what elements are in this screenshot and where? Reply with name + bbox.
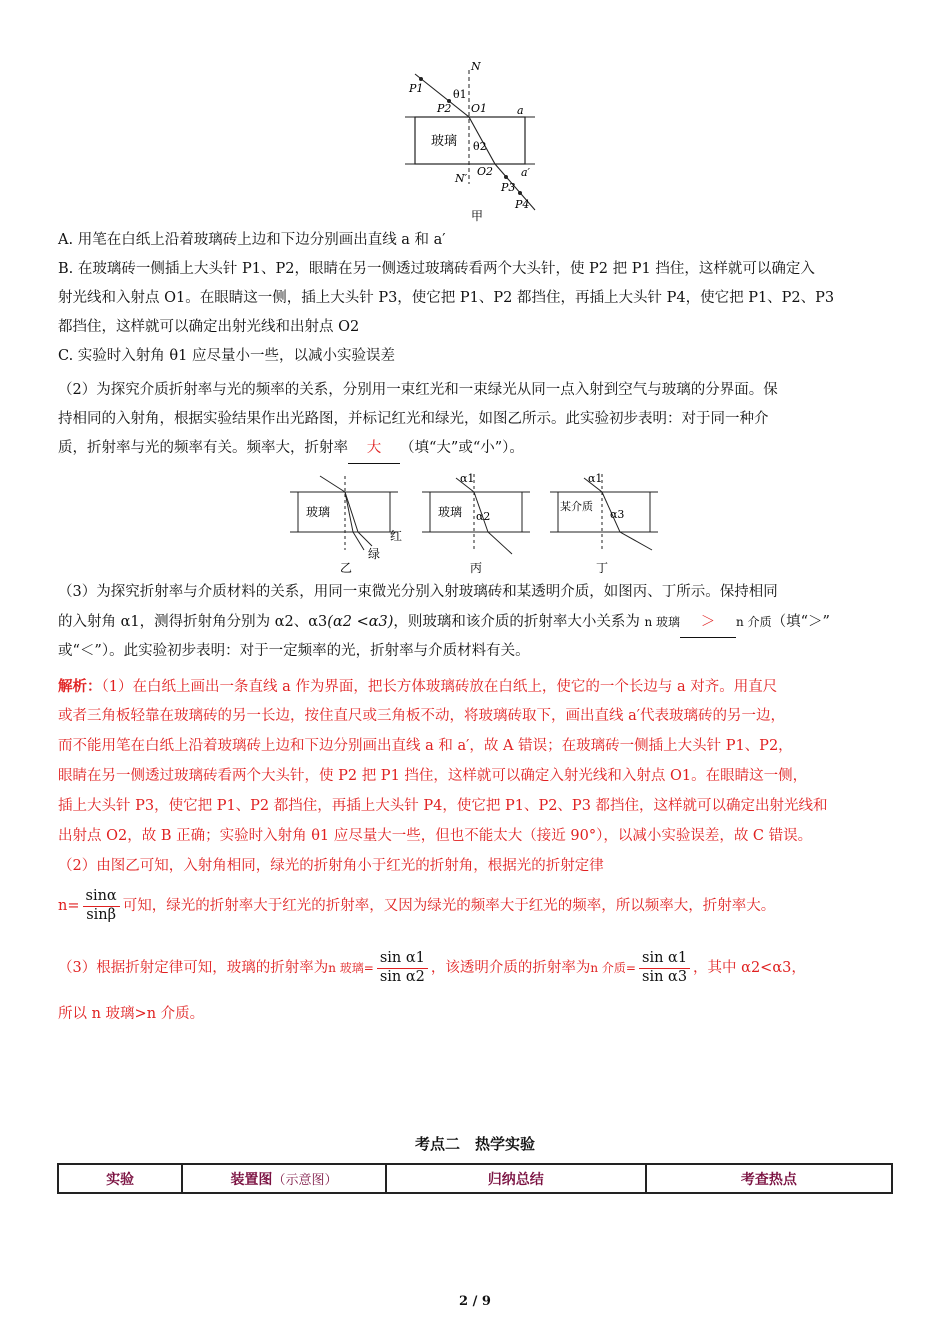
figure-jia — [405, 60, 545, 226]
frac-den: sin α2 — [379, 968, 425, 985]
analysis-p1-line1 — [58, 672, 894, 702]
label-P4: P4 — [515, 198, 530, 211]
figures-yi-bing-ding — [290, 470, 670, 576]
label-P3: P3 — [501, 181, 516, 194]
ding-alpha3: α3 — [610, 508, 625, 521]
analysis-p3-pre: （3）根据折射定律可知，玻璃的折射率为 — [58, 960, 329, 976]
q2-answer: 大 — [348, 434, 400, 464]
option-b-line3: 都挡住，这样就可以确定出射光线和出射点 O2 — [58, 319, 360, 335]
figure-caption-yi: 乙 — [340, 561, 353, 575]
col-apparatus — [182, 1164, 386, 1193]
yi-glass-label: 玻璃 — [306, 505, 331, 519]
col-experiment: 实验 — [58, 1164, 182, 1193]
analysis-p2-line1: （2）由图乙可知，入射角相同，绿光的折射角小于红光的折射角，根据光的折射定律 — [58, 858, 604, 874]
label-O1: O1 — [471, 102, 488, 115]
figure-caption-bing: 丙 — [470, 561, 483, 575]
frac-den: sin α3 — [642, 968, 688, 985]
option-a: A. 用笔在白纸上沿着玻璃砖上边和下边分别画出直线 a 和 a′ — [58, 232, 446, 248]
glass-label: 玻璃 — [431, 134, 458, 149]
analysis-p3-post: ，其中 α2<α3， — [693, 960, 806, 976]
q3-line2-pre: 的入射角 α1，测得折射角分别为 α2、α3 — [58, 614, 328, 630]
q3-line3: 或“＜”）。此实验初步表明：对于一定频率的光，折射率与介质材料有关。 — [58, 643, 530, 659]
label-P2: P2 — [437, 102, 452, 115]
frac-num: sin α1 — [639, 950, 690, 968]
col-apparatus-note: （示意图） — [272, 1172, 338, 1188]
analysis-p1-line1-text: （1）在白纸上画出一条直线 a 作为界面，把长方体玻璃砖放在白纸上，使它的一个长边与 a 对齐。用直尺 — [101, 679, 778, 695]
page-number: 2 / 9 — [459, 1294, 491, 1309]
q2-line3-pre: 质，折射率与光的频率有关。频率大，折射率 — [58, 440, 348, 456]
col-apparatus-label: 装置图 — [230, 1171, 273, 1188]
label-a-prime: a′ — [521, 166, 531, 179]
bing-alpha1: α1 — [460, 472, 475, 485]
analysis-p3-mid: ，该透明介质的折射率为 — [430, 960, 591, 976]
col-summary: 归纳总结 — [386, 1164, 646, 1193]
figure-yi — [290, 476, 402, 575]
figure-bing — [422, 472, 530, 575]
q2-line3 — [58, 434, 894, 464]
q3-line2-post: （填“＞” — [771, 614, 830, 630]
analysis-p3-n-glass: n 玻璃= — [328, 961, 374, 975]
analysis-p1-line5: 插上大头针 P3，使它把 P1、P2 都挡住，再插上大头针 P4，使它把 P1、P2、P3 都挡住，这样就可以确定出射光线和 — [58, 798, 828, 814]
yi-red-label: 红 — [390, 529, 403, 543]
q3-n-medium: n 介质 — [736, 615, 772, 629]
frac-den: sinβ — [86, 906, 117, 923]
option-c: C. 实验时入射角 θ1 应尽量小一些，以减小实验误差 — [58, 348, 395, 364]
label-N: N — [471, 60, 481, 73]
analysis-label: 解析： — [58, 678, 102, 695]
frac-num: sin α1 — [377, 950, 428, 968]
section-title: 考点二 热学实验 — [414, 1135, 535, 1153]
label-N-prime: N′ — [455, 172, 468, 185]
figure-caption-ding: 丁 — [596, 561, 609, 575]
label-O2: O2 — [477, 165, 494, 178]
q2-line2: 持相同的入射角，根据实验结果作出光路图，并标记红光和绿光，如图乙所示。此实验初步表明：对于同一种介 — [58, 411, 769, 427]
ding-medium-label: 某介质 — [560, 500, 593, 513]
option-b-line1: B. 在玻璃砖一侧插上大头针 P1、P2，眼睛在另一侧透过玻璃砖看两个大头针，使 P2 把 P1 挡住，这样就可以确定入 — [58, 261, 815, 277]
q3-line1: （3）为探究折射率与介质材料的关系，用同一束微光分别入射玻璃砖和某透明介质，如图丙、丁所示。保持相同 — [58, 584, 778, 600]
q2-line3-post: （填“大”或“小”）。 — [400, 440, 524, 456]
q3-n-glass: n 玻璃 — [644, 615, 681, 629]
q3-line2 — [58, 608, 894, 638]
analysis-p2-line2-text: 可知，绿光的折射率大于红光的折射率，又因为绿光的频率大于红光的频率，所以频率大，折射率大。 — [122, 898, 776, 914]
option-b-line2: 射光线和入射点 O1。在眼睛这一侧，插上大头针 P3，使它把 P1、P2 都挡住，再插上大头针 P4，使它把 P1、P2、P3 — [58, 290, 835, 306]
fraction-snell-1 — [83, 888, 120, 924]
label-theta1: θ1 — [453, 88, 467, 101]
figure-ding — [550, 472, 658, 575]
bing-glass-label: 玻璃 — [438, 505, 463, 519]
frac-num: sinα — [83, 888, 120, 906]
label-P1: P1 — [409, 82, 424, 95]
ding-alpha1: α1 — [588, 472, 603, 485]
q3-condition: (α2 <α3) — [327, 614, 394, 630]
analysis-p2-n: n= — [58, 898, 80, 914]
label-theta2: θ2 — [473, 140, 487, 153]
analysis-p1-line6: 出射点 O2，故 B 正确；实验时入射角 θ1 应尽量大一些，但也不能太大（接近 90°），以减小实验误差，故 C 错误。 — [58, 828, 813, 844]
fraction-glass — [377, 950, 428, 986]
label-a: a — [517, 104, 524, 117]
fraction-medium — [639, 950, 690, 986]
figure-caption-jia: 甲 — [471, 209, 484, 223]
bing-alpha2: α2 — [476, 510, 491, 523]
q3-line2-mid: ，则玻璃和该介质的折射率大小关系为 — [393, 614, 640, 630]
col-hotspots: 考查热点 — [646, 1164, 892, 1193]
table-header-row — [58, 1164, 892, 1193]
analysis-p3-line2: 所以 n 玻璃>n 介质。 — [58, 1006, 205, 1022]
q3-answer: ＞ — [680, 608, 736, 638]
yi-green-label: 绿 — [368, 547, 381, 561]
analysis-p1-line3: 而不能用笔在白纸上沿着玻璃砖上边和下边分别画出直线 a 和 a′，故 A 错误；在玻璃砖一侧插上大头针 P1、P2， — [58, 738, 793, 754]
analysis-p1-line4: 眼睛在另一侧透过玻璃砖看两个大头针，使 P2 把 P1 挡住，这样就可以确定入射光线和入射点 O1。在眼睛这一侧， — [58, 768, 808, 784]
analysis-p3-line1 — [58, 946, 894, 990]
analysis-p3-n-medium: n 介质= — [590, 961, 636, 975]
analysis-p2-line2 — [58, 886, 894, 926]
q2-line1: （2）为探究介质折射率与光的频率的关系，分别用一束红光和一束绿光从同一点入射到空气与玻璃的分界面。保 — [58, 382, 778, 398]
experiment-table — [57, 1163, 893, 1194]
analysis-p1-line2: 或者三角板轻靠在玻璃砖的另一长边，按住直尺或三角板不动，将玻璃砖取下，画出直线 a′代表玻璃砖的另一边， — [58, 708, 786, 724]
